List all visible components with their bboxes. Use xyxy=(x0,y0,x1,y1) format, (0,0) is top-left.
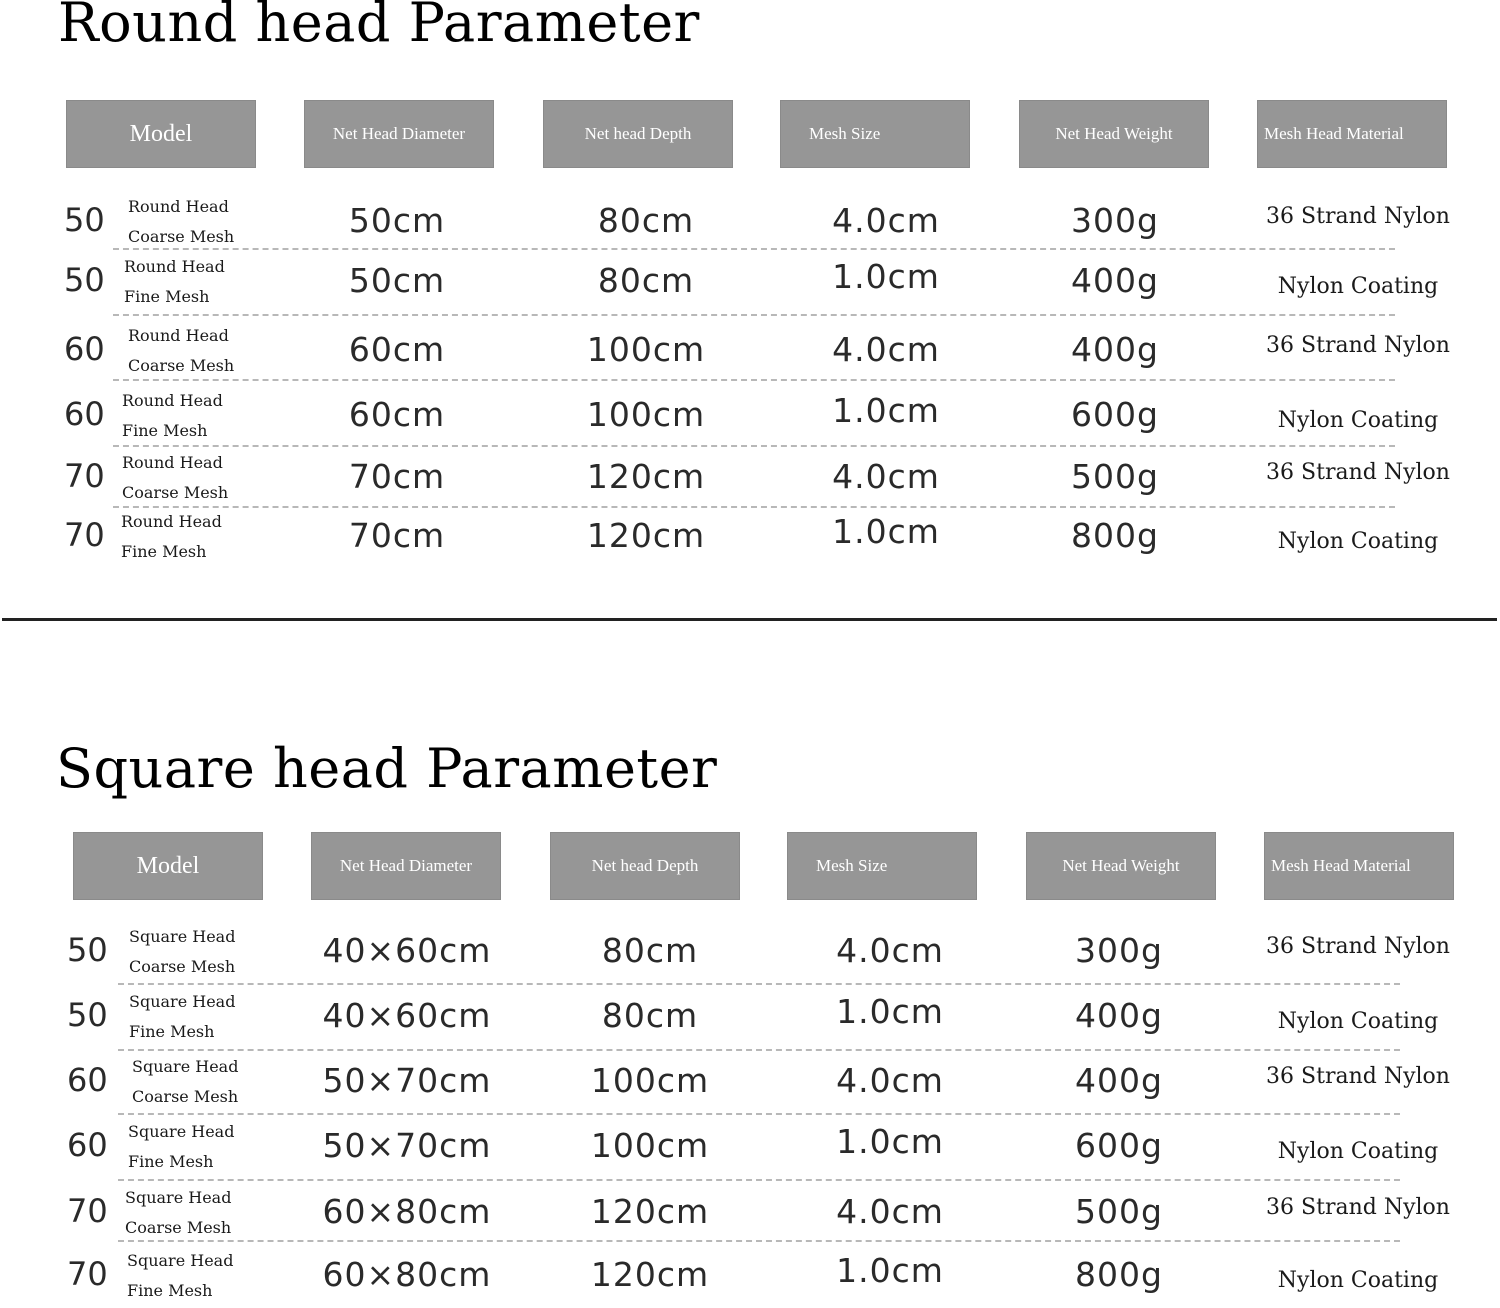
round-header-mesh-size: Mesh Size xyxy=(780,100,970,168)
round-section-title: Round head Parameter xyxy=(58,0,700,54)
net-head-depth: 120cm xyxy=(590,1192,710,1231)
mesh-size: 4.0cm xyxy=(832,201,940,240)
model-description-line1: Square Head xyxy=(132,1057,239,1076)
net-head-depth: 100cm xyxy=(586,330,706,369)
model-description-line1: Round Head xyxy=(128,197,229,216)
net-head-diameter: 60cm xyxy=(348,395,446,434)
table-row xyxy=(0,1183,1500,1245)
mesh-head-material: 36 Strand Nylon xyxy=(1266,460,1450,485)
row-separator xyxy=(118,1179,1400,1181)
mesh-head-material: Nylon Coating xyxy=(1277,274,1439,299)
net-head-weight: 400g xyxy=(1071,330,1159,369)
net-head-weight: 500g xyxy=(1075,1192,1163,1231)
round-header-model: Model xyxy=(66,100,256,168)
net-head-diameter: 50cm xyxy=(348,261,446,300)
model-number: 50 xyxy=(64,261,105,299)
model-description-line2: Coarse Mesh xyxy=(132,1087,239,1106)
table-row xyxy=(0,192,1500,254)
square-header-material: Mesh Head Material xyxy=(1264,832,1454,900)
model-description-line2: Fine Mesh xyxy=(122,421,208,440)
table-row xyxy=(0,386,1500,448)
model-number: 70 xyxy=(67,1255,108,1293)
model-number: 60 xyxy=(67,1126,108,1164)
row-separator xyxy=(113,314,1395,316)
mesh-size: 4.0cm xyxy=(836,1192,944,1231)
row-separator xyxy=(113,379,1395,381)
table-row xyxy=(0,448,1500,510)
net-head-weight: 800g xyxy=(1071,516,1159,555)
mesh-size: 4.0cm xyxy=(832,457,940,496)
net-head-diameter: 60×80cm xyxy=(322,1255,492,1294)
table-row xyxy=(0,1117,1500,1179)
round-header-diameter: Net Head Diameter xyxy=(304,100,494,168)
model-description-line2: Fine Mesh xyxy=(128,1152,214,1171)
model-description-line1: Round Head xyxy=(122,391,223,410)
model-description-line1: Round Head xyxy=(128,326,229,345)
row-separator xyxy=(118,1113,1400,1115)
table-row xyxy=(0,1052,1500,1114)
model-number: 60 xyxy=(64,330,105,368)
square-header-depth: Net head Depth xyxy=(550,832,740,900)
square-header-weight: Net Head Weight xyxy=(1026,832,1216,900)
net-head-diameter: 60×80cm xyxy=(322,1192,492,1231)
net-head-depth: 80cm xyxy=(597,201,695,240)
mesh-head-material: 36 Strand Nylon xyxy=(1266,1195,1450,1220)
net-head-depth: 80cm xyxy=(597,261,695,300)
model-number: 60 xyxy=(67,1061,108,1099)
net-head-diameter: 70cm xyxy=(348,516,446,555)
row-separator xyxy=(118,983,1400,985)
mesh-head-material: 36 Strand Nylon xyxy=(1266,204,1450,229)
mesh-head-material: Nylon Coating xyxy=(1277,408,1439,433)
net-head-depth: 100cm xyxy=(586,395,706,434)
mesh-head-material: Nylon Coating xyxy=(1277,1139,1439,1164)
net-head-weight: 600g xyxy=(1075,1126,1163,1165)
mesh-head-material: Nylon Coating xyxy=(1277,1009,1439,1034)
row-separator xyxy=(118,1240,1400,1242)
model-number: 70 xyxy=(64,457,105,495)
mesh-head-material: 36 Strand Nylon xyxy=(1266,934,1450,959)
round-header-depth: Net head Depth xyxy=(543,100,733,168)
net-head-depth: 100cm xyxy=(590,1126,710,1165)
model-description-line1: Round Head xyxy=(121,512,222,531)
model-description-line1: Square Head xyxy=(128,1122,235,1141)
model-description-line1: Square Head xyxy=(129,992,236,1011)
table-row xyxy=(0,922,1500,984)
net-head-diameter: 60cm xyxy=(348,330,446,369)
model-description-line2: Coarse Mesh xyxy=(128,356,235,375)
model-description-line2: Fine Mesh xyxy=(121,542,207,561)
model-description-line1: Square Head xyxy=(129,927,236,946)
net-head-weight: 400g xyxy=(1071,261,1159,300)
net-head-diameter: 40×60cm xyxy=(322,931,492,970)
model-number: 50 xyxy=(64,201,105,239)
model-number: 50 xyxy=(67,931,108,969)
mesh-size: 4.0cm xyxy=(836,931,944,970)
model-number: 70 xyxy=(67,1192,108,1230)
round-header-weight: Net Head Weight xyxy=(1019,100,1209,168)
net-head-weight: 800g xyxy=(1075,1255,1163,1294)
net-head-weight: 600g xyxy=(1071,395,1159,434)
net-head-depth: 120cm xyxy=(586,457,706,496)
net-head-diameter: 50×70cm xyxy=(322,1126,492,1165)
net-head-diameter: 50cm xyxy=(348,201,446,240)
model-description-line2: Fine Mesh xyxy=(129,1022,215,1041)
model-description-line2: Coarse Mesh xyxy=(128,227,235,246)
model-description-line1: Round Head xyxy=(124,257,225,276)
mesh-size: 1.0cm xyxy=(832,512,940,551)
mesh-size: 1.0cm xyxy=(832,391,940,430)
model-description-line2: Fine Mesh xyxy=(127,1281,213,1300)
model-number: 50 xyxy=(67,996,108,1034)
model-number: 60 xyxy=(64,395,105,433)
mesh-head-material: 36 Strand Nylon xyxy=(1266,333,1450,358)
square-header-mesh-size: Mesh Size xyxy=(787,832,977,900)
net-head-weight: 300g xyxy=(1075,931,1163,970)
model-description-line2: Coarse Mesh xyxy=(125,1218,232,1237)
model-description-line2: Coarse Mesh xyxy=(129,957,236,976)
model-description-line1: Square Head xyxy=(127,1251,234,1270)
table-row xyxy=(0,252,1500,314)
net-head-depth: 120cm xyxy=(590,1255,710,1294)
table-row xyxy=(0,987,1500,1049)
mesh-head-material: Nylon Coating xyxy=(1277,1268,1439,1293)
net-head-depth: 100cm xyxy=(590,1061,710,1100)
net-head-diameter: 50×70cm xyxy=(322,1061,492,1100)
round-header-material: Mesh Head Material xyxy=(1257,100,1447,168)
net-head-depth: 80cm xyxy=(601,996,699,1035)
row-separator xyxy=(113,248,1395,250)
mesh-size: 1.0cm xyxy=(832,257,940,296)
square-header-diameter: Net Head Diameter xyxy=(311,832,501,900)
table-row xyxy=(0,321,1500,383)
section-divider xyxy=(2,618,1497,621)
square-section-title: Square head Parameter xyxy=(56,737,718,800)
mesh-size: 1.0cm xyxy=(836,992,944,1031)
mesh-head-material: Nylon Coating xyxy=(1277,529,1439,554)
net-head-weight: 500g xyxy=(1071,457,1159,496)
net-head-depth: 120cm xyxy=(586,516,706,555)
model-number: 70 xyxy=(64,516,105,554)
net-head-weight: 300g xyxy=(1071,201,1159,240)
model-description-line1: Round Head xyxy=(122,453,223,472)
mesh-head-material: 36 Strand Nylon xyxy=(1266,1064,1450,1089)
row-separator xyxy=(113,445,1395,447)
net-head-diameter: 40×60cm xyxy=(322,996,492,1035)
square-header-model: Model xyxy=(73,832,263,900)
net-head-depth: 80cm xyxy=(601,931,699,970)
mesh-size: 4.0cm xyxy=(836,1061,944,1100)
net-head-weight: 400g xyxy=(1075,1061,1163,1100)
net-head-weight: 400g xyxy=(1075,996,1163,1035)
model-description-line2: Coarse Mesh xyxy=(122,483,229,502)
model-description-line1: Square Head xyxy=(125,1188,232,1207)
model-description-line2: Fine Mesh xyxy=(124,287,210,306)
row-separator xyxy=(118,1049,1400,1051)
mesh-size: 1.0cm xyxy=(836,1122,944,1161)
net-head-diameter: 70cm xyxy=(348,457,446,496)
table-row xyxy=(0,507,1500,569)
mesh-size: 1.0cm xyxy=(836,1251,944,1290)
mesh-size: 4.0cm xyxy=(832,330,940,369)
